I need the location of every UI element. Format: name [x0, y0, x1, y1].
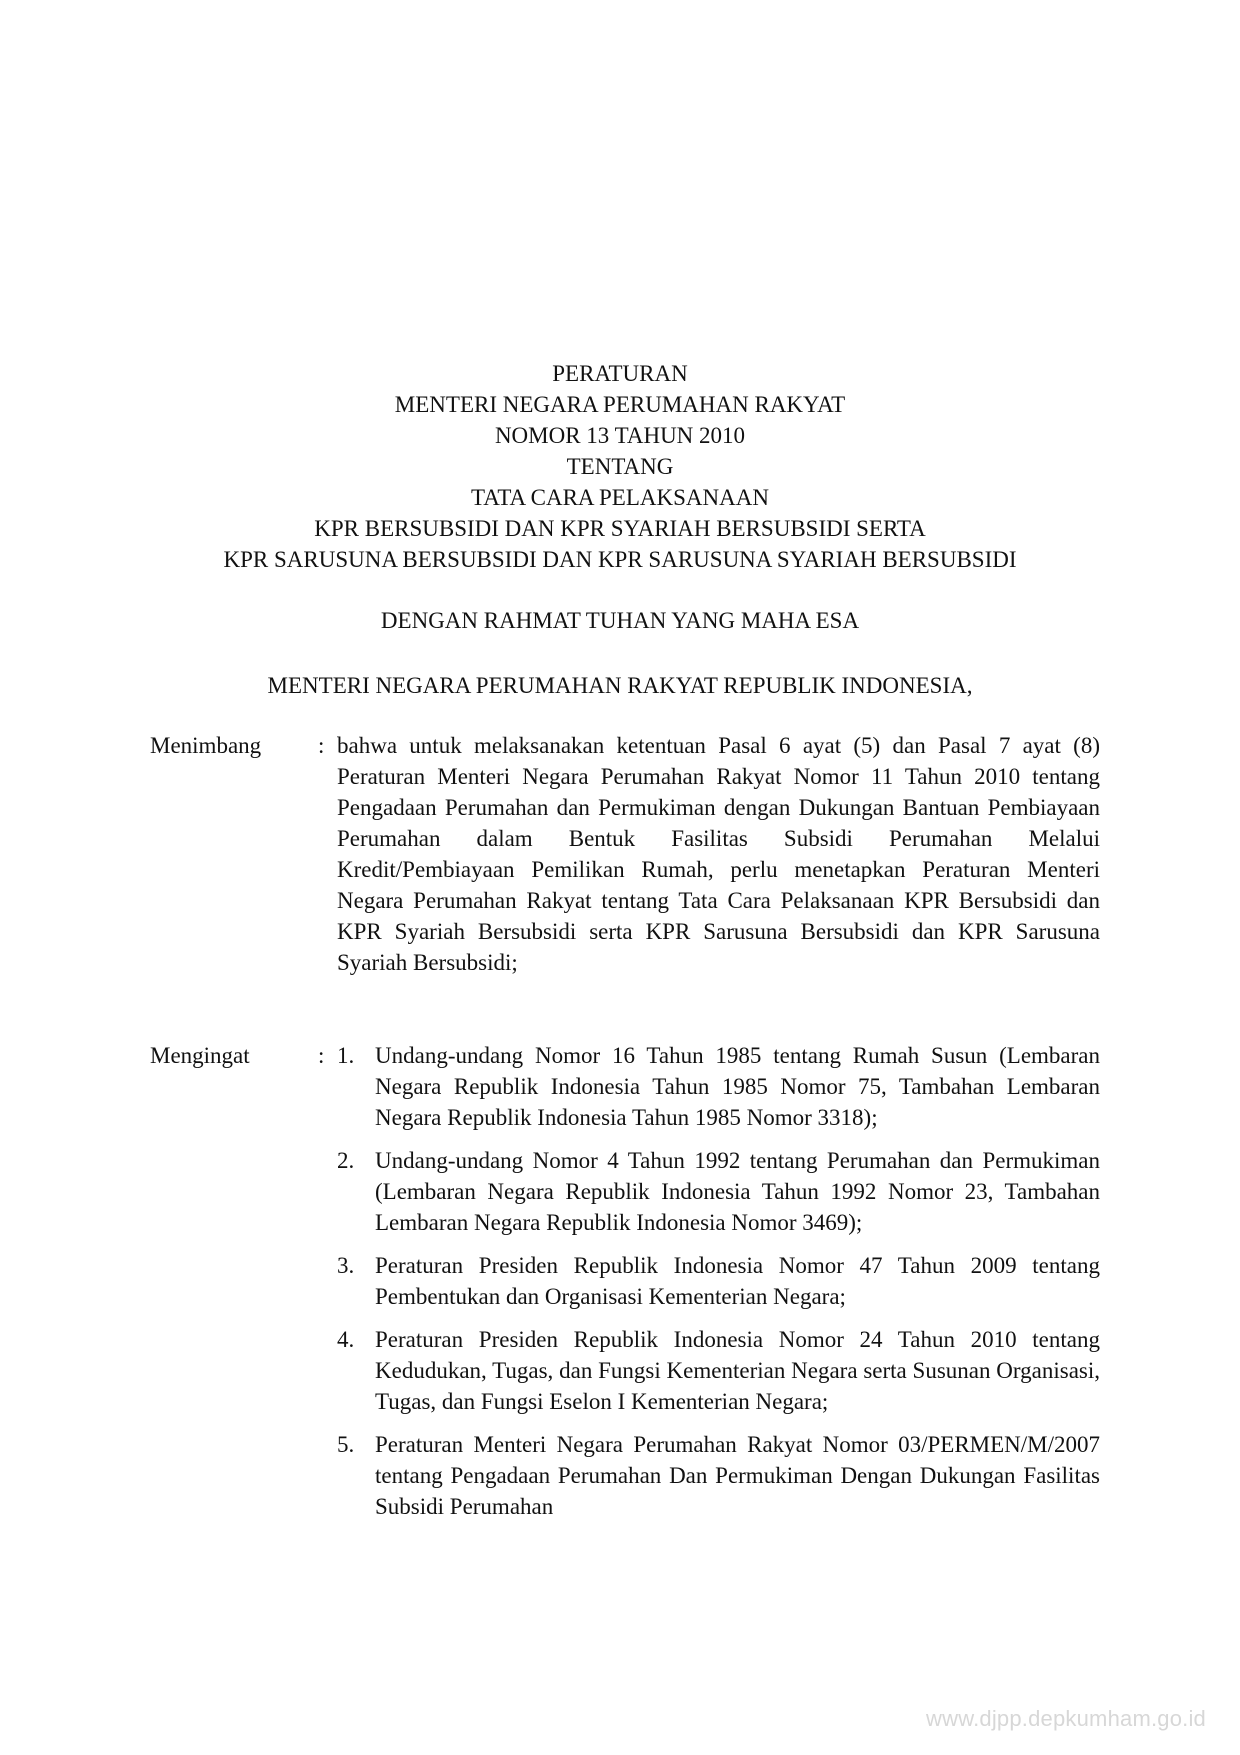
list-item-number: 5.	[337, 1432, 355, 1457]
list-item-number: 3.	[337, 1253, 355, 1278]
blessing-heading: DENGAN RAHMAT TUHAN YANG MAHA ESA	[380, 608, 860, 633]
list-item-text: Peraturan Menteri Negara Perumahan Rakyat Nomor 03/PERMEN/M/2007 tentang Pengadaan Perumahan Dan Permukiman Dengan Dukungan Fasilitas Subsidi Perumahan	[375, 1432, 1100, 1519]
list-item	[337, 1324, 1100, 1417]
list-item-number: 4.	[337, 1327, 355, 1352]
menimbang-colon: :	[318, 733, 325, 758]
title-line: KPR SARUSUNA BERSUBSIDI DAN KPR SARUSUNA SYARIAH BERSUBSIDI	[223, 547, 1017, 572]
list-item-text: Peraturan Presiden Republik Indonesia Nomor 47 Tahun 2009 tentang Pembentukan dan Organisasi Kementerian Negara;	[375, 1253, 1100, 1309]
mengingat-list	[337, 1040, 1100, 1522]
title-line: TENTANG	[566, 454, 674, 479]
site-watermark: www.djpp.depkumham.go.id	[926, 1706, 1206, 1731]
menimbang-text: bahwa untuk melaksanakan ketentuan Pasal 6 ayat (5) dan Pasal 7 ayat (8) Peraturan Menteri Negara Perumahan Rakyat Nomor 11 Tahun 2010 tentang Pengadaan Perumahan dan Permukiman dengan Dukungan Bantuan Pembiayaan Perumahan dalam Bentuk Fasilitas Subsidi Perumahan Melalui Kredit/Pembiayaan Pemilikan Rumah, perlu menetapkan Peraturan Menteri Negara Perumahan Rakyat tentang Tata Cara Pelaksanaan KPR Bersubsidi dan KPR Syariah Bersubsidi serta KPR Sarusuna Bersubsidi dan KPR Sarusuna Syariah Bersubsidi;	[337, 733, 1100, 975]
list-item-text: Undang-undang Nomor 16 Tahun 1985 tentang Rumah Susun (Lembaran Negara Republik Indonesia Tahun 1985 Nomor 75, Tambahan Lembaran Negara Republik Indonesia Tahun 1985 Nomor 3318);	[375, 1043, 1100, 1130]
minister-heading: MENTERI NEGARA PERUMAHAN RAKYAT REPUBLIK INDONESIA,	[267, 673, 973, 698]
list-item-number: 1.	[337, 1043, 355, 1068]
list-item	[337, 1250, 1100, 1312]
list-item-number: 2.	[337, 1148, 355, 1173]
mengingat-label: Mengingat	[150, 1043, 250, 1068]
title-line: MENTERI NEGARA PERUMAHAN RAKYAT	[394, 392, 846, 417]
list-item-text: Undang-undang Nomor 4 Tahun 1992 tentang Perumahan dan Permukiman (Lembaran Negara Republik Indonesia Tahun 1992 Nomor 23, Tambahan Lembaran Negara Republik Indonesia Nomor 3469);	[375, 1148, 1100, 1235]
title-line: NOMOR 13 TAHUN 2010	[494, 423, 746, 448]
regulation-title	[0, 358, 1240, 575]
mengingat-list-container	[337, 1040, 1100, 1534]
list-item	[337, 1145, 1100, 1238]
mengingat-colon: :	[318, 1043, 325, 1068]
title-line: KPR BERSUBSIDI DAN KPR SYARIAH BERSUBSIDI SERTA	[314, 516, 926, 541]
list-item-text: Peraturan Presiden Republik Indonesia Nomor 24 Tahun 2010 tentang Kedudukan, Tugas, dan Fungsi Kementerian Negara serta Susunan Organisasi, Tugas, dan Fungsi Eselon I Kementerian Negara;	[375, 1327, 1100, 1414]
menimbang-label: Menimbang	[150, 733, 262, 758]
list-item	[337, 1040, 1100, 1133]
title-line: PERATURAN	[552, 361, 688, 386]
list-item	[337, 1429, 1100, 1522]
title-line: TATA CARA PELAKSANAAN	[471, 485, 769, 510]
